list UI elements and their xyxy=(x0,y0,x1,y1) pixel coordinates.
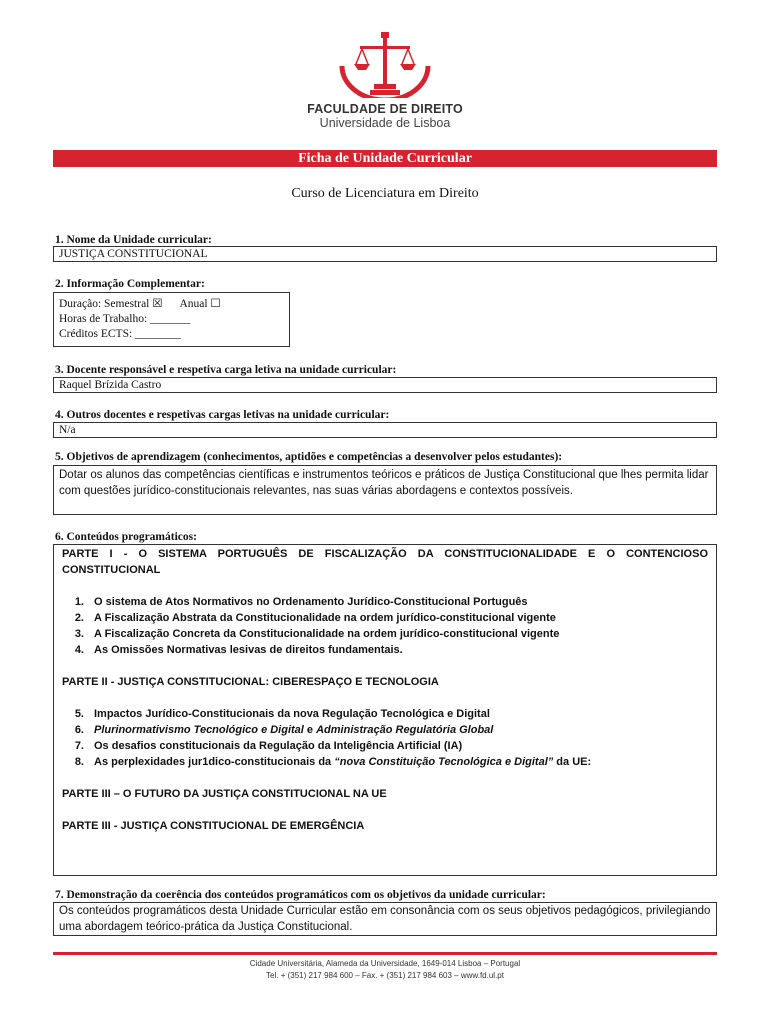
scales-of-justice-icon xyxy=(330,30,440,98)
part-1-list xyxy=(62,594,708,658)
list-item: 1. O sistema de Atos Normativos no Ordenamento Jurídico-Constitucional Português xyxy=(74,596,528,608)
university-name: Universidade de Lisboa xyxy=(319,116,451,130)
section-7-label: 7. Demonstração da coerência dos conteúdos programáticos com os objetivos da unidade curricular: xyxy=(55,889,546,901)
unit-name-field: JUSTIÇA CONSTITUCIONAL xyxy=(53,246,717,262)
part-2-heading: PARTE II - JUSTIÇA CONSTITUCIONAL: CIBERESPAÇO E TECNOLOGIA xyxy=(62,676,439,688)
course-subtitle: Curso de Licenciatura em Direito xyxy=(291,186,479,201)
faculty-logo xyxy=(0,30,770,130)
footer xyxy=(0,958,770,982)
responsible-teacher-field: Raquel Brízida Castro xyxy=(53,377,717,393)
footer-contacts: Tel. + (351) 217 984 600 – Fax. + (351) 217 984 603 – www.fd.ul.pt xyxy=(266,971,504,980)
annual-checkbox[interactable]: ☐ xyxy=(210,298,221,310)
work-hours: Horas de Trabalho: _______ xyxy=(59,313,191,325)
section-2-label: 2. Informação Complementar: xyxy=(55,278,205,290)
semestral-checkbox[interactable]: ☒ xyxy=(152,298,163,310)
list-item: 2. A Fiscalização Abstrata da Constitucionalidade na ordem jurídico-constitucional vigente xyxy=(74,612,556,624)
section-5-label: 5. Objetivos de aprendizagem (conhecimentos, aptidões e competências a desenvolver pelos estudantes): xyxy=(55,451,563,463)
list-item: 6. Plurinormativismo Tecnológico e Digital e Administração Regulatória Global xyxy=(74,724,494,736)
section-3-label: 3. Docente responsável e respetiva carga letiva na unidade curricular: xyxy=(55,364,397,376)
complementary-info-box xyxy=(53,292,290,347)
part-2-list xyxy=(62,706,708,770)
part-1-heading: PARTE I - O SISTEMA PORTUGUÊS DE FISCALIZAÇÃO DA CONSTITUCIONALIDADE E O CONTENCIOSO CONSTITUCIONAL xyxy=(62,548,708,576)
part-3b-heading: PARTE III - JUSTIÇA CONSTITUCIONAL DE EMERGÊNCIA xyxy=(62,820,365,832)
duration-label: Duração: Semestral xyxy=(59,298,150,310)
section-1-label: 1. Nome da Unidade curricular: xyxy=(55,234,212,246)
duration-row xyxy=(59,297,284,312)
coherence-field: Os conteúdos programáticos desta Unidade Curricular estão em consonância com os seus objetivos pedagógicos, privilegiando uma abordagem teórico-prática da Justiça Constitucional. xyxy=(53,902,717,936)
section-4-label: 4. Outros docentes e respetivas cargas letivas na unidade curricular: xyxy=(55,409,390,421)
other-teachers-field: N/a xyxy=(53,422,717,438)
list-item: 3. A Fiscalização Concreta da Constitucionalidade na ordem jurídico-constitucional vigente xyxy=(74,628,560,640)
list-item: 7. Os desafios constitucionais da Regulação da Inteligência Artificial (IA) xyxy=(74,740,463,752)
list-item: 5. Impactos Jurídico-Constitucionais da nova Regulação Tecnológica e Digital xyxy=(74,708,490,720)
annual-label: Anual xyxy=(179,298,208,310)
list-item: 8. As perplexidades jur1dico-constitucionais da “nova Constituição Tecnológica e Digital” da UE: xyxy=(74,756,592,768)
part-3-heading: PARTE III – O FUTURO DA JUSTIÇA CONSTITUCIONAL NA UE xyxy=(62,788,387,800)
faculty-name: FACULDADE DE DIREITO xyxy=(307,102,463,116)
section-6-label: 6. Conteúdos programáticos: xyxy=(55,531,197,543)
footer-address: Cidade Universitária, Alameda da Universidade, 1649-014 Lisboa – Portugal xyxy=(249,959,521,968)
footer-divider xyxy=(53,952,717,955)
form-title: Ficha de Unidade Curricular xyxy=(53,150,717,167)
syllabus-box xyxy=(53,544,717,876)
list-item: 4. As Omissões Normativas lesivas de direitos fundamentais. xyxy=(74,644,403,656)
learning-objectives-field: Dotar os alunos das competências científicas e instrumentos teóricos e práticos de Justiça Constitucional que lhes permita lidar com questões jurídico-constitucionais relevantes, nas suas várias abordagens e contextos possíveis. xyxy=(53,465,717,515)
ects-credits: Créditos ECTS: ________ xyxy=(59,328,182,340)
